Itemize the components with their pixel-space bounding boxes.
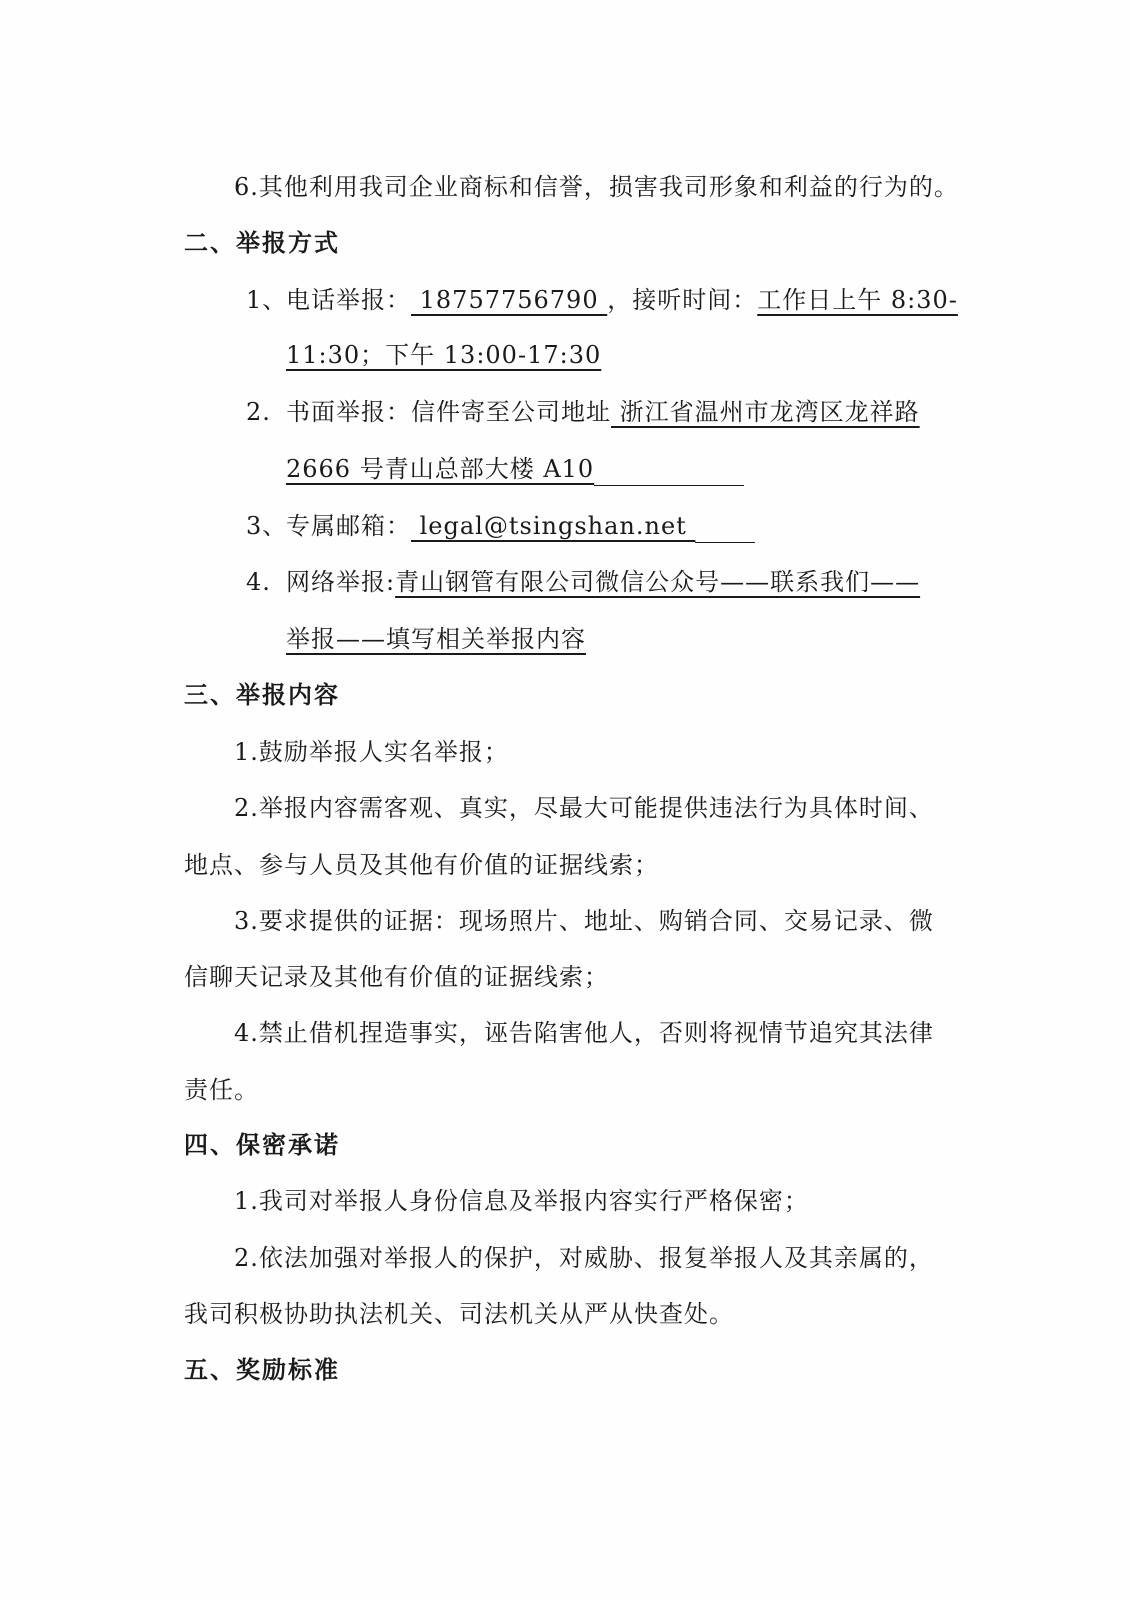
- phone-hours-line2: [286, 338, 601, 372]
- clause-item-6: 6.其他利用我司企业商标和信誉，损害我司形象和利益的行为的。: [234, 173, 959, 201]
- phone-report-line: [246, 283, 958, 317]
- content-item-1: 1.鼓励举报人实名举报；: [234, 738, 509, 766]
- section-heading-report-methods: 二、举报方式: [184, 228, 340, 257]
- phone-number: 18757756790: [411, 286, 608, 314]
- phone-hours-part2: 11:30；下午 13:00-17:30: [286, 341, 602, 369]
- email-report-label: 专属邮箱：: [286, 512, 411, 540]
- written-report-line: [246, 395, 920, 429]
- phone-hours-label: ，接听时间：: [607, 286, 758, 314]
- section-heading-confidentiality: 四、保密承诺: [184, 1130, 340, 1159]
- content-item-2: 2.举报内容需客观、真实，尽最大可能提供违法行为具体时间、: [234, 794, 934, 822]
- section-heading-reward-standard: 五、奖励标准: [184, 1355, 340, 1384]
- list-number: 4.: [246, 568, 271, 596]
- list-number: 2.: [246, 398, 271, 426]
- content-item-3-cont: 信聊天记录及其他有价值的证据线索；: [184, 963, 609, 991]
- content-item-2-cont: 地点、参与人员及其他有价值的证据线索；: [184, 851, 659, 879]
- wechat-path-part1: 青山钢管有限公司微信公众号——联系我们——: [395, 568, 921, 596]
- confidentiality-item-1: 1.我司对举报人身份信息及举报内容实行严格保密；: [234, 1187, 809, 1215]
- content-item-4-cont: 责任。: [184, 1076, 259, 1104]
- online-report-line: [246, 565, 920, 599]
- underline-blank: [695, 516, 755, 543]
- section-heading-report-content: 三、举报内容: [184, 680, 340, 709]
- underline-blank: [594, 459, 744, 486]
- content-item-3: 3.要求提供的证据：现场照片、地址、购销合同、交易记录、微: [234, 907, 934, 935]
- list-number: 1、: [246, 286, 288, 314]
- phone-hours-part1: 工作日上午 8:30-: [757, 286, 958, 314]
- list-number: 3、: [246, 512, 288, 540]
- phone-report-label: 电话举报：: [286, 286, 411, 314]
- wechat-path-part2: 举报——填写相关举报内容: [286, 625, 586, 653]
- confidentiality-item-2: 2.依法加强对举报人的保护，对威胁、报复举报人及其亲属的，: [234, 1244, 934, 1272]
- online-report-line2: [286, 622, 586, 656]
- content-item-4: 4.禁止借机捏造事实，诬告陷害他人，否则将视情节追究其法律: [234, 1019, 934, 1047]
- company-address-part2: 2666 号青山总部大楼 A10: [286, 455, 595, 483]
- confidentiality-item-2-cont: 我司积极协助执法机关、司法机关从严从快查处。: [184, 1300, 734, 1328]
- company-address-part1: 浙江省温州市龙湾区龙祥路: [611, 398, 920, 426]
- written-report-label: 书面举报：信件寄至公司地址: [286, 398, 611, 426]
- online-report-label: 网络举报:: [286, 568, 396, 596]
- written-report-line2: [286, 452, 744, 486]
- email-address: legal@tsingshan.net: [411, 512, 696, 540]
- email-report-line: [246, 509, 755, 543]
